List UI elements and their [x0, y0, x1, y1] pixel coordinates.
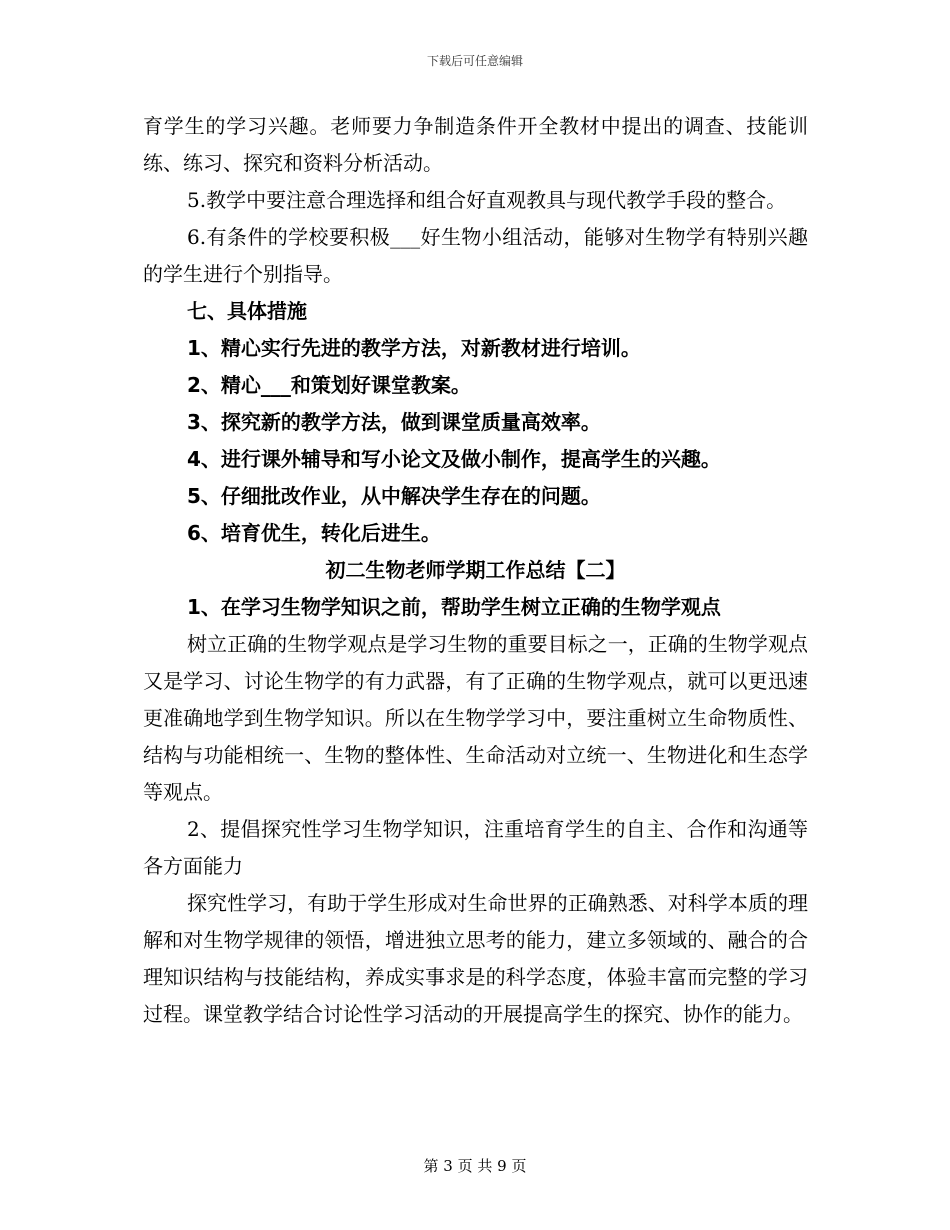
document-body [143, 108, 808, 1033]
paragraph-inquiry: 探究性学习，有助于学生形成对生命世界的正确熟悉、对科学本质的理解和对生物学规律的领悟，增进独立思考的能力，建立多领域的、融合的合理知识结构与技能结构，养成实事求是的科学态度，体验丰富而完整的学习过程。课堂教学结合讨论性学习活动的开展提高学生的探究、协作的能力。 [143, 891, 808, 1026]
section-title-part-two: 初二生物老师学期工作总结【二】 [325, 558, 626, 582]
page-number: 第 3 页 共 9 页 [423, 1157, 527, 1175]
measure-item-4: 4、进行课外辅导和写小论文及做小制作，提高学生的兴趣。 [187, 447, 721, 471]
paragraph-viewpoint: 树立正确的生物学观点是学习生物的重要目标之一，正确的生物学观点又是学习、讨论生物学的有力武器，有了正确的生物学观点，就可以更迅速更准确地学到生物学知识。所以在生物学学习中，要注重树立生命物质性、结构与功能相统一、生物的整体性、生命活动对立统一、生物进化和生态学等观点。 [143, 632, 808, 804]
page-header-note: 下载后可任意编辑 [426, 54, 523, 68]
paragraph-item-6: 6.有条件的学校要积极___好生物小组活动，能够对生物学有特别兴趣的学生进行个别指导。 [143, 225, 808, 286]
measure-item-5: 5、仔细批改作业，从中解决学生存在的问题。 [187, 484, 601, 508]
subheading-2: 2、提倡探究性学习生物学知识，注重培育学生的自主、合作和沟通等各方面能力 [143, 817, 808, 878]
measure-item-1: 1、精心实行先进的教学方法，对新教材进行培训。 [187, 336, 641, 360]
measure-item-6: 6、培育优生，转化后进生。 [187, 521, 441, 545]
paragraph-continuation: 育学生的学习兴趣。老师要力争制造条件开全教材中提出的调查、技能训练、练习、探究和资料分析活动。 [143, 114, 808, 175]
measure-item-3: 3、探究新的教学方法，做到课堂质量高效率。 [187, 410, 601, 434]
paragraph-item-5: 5.教学中要注意合理选择和组合好直观教具与现代教学手段的整合。 [187, 188, 787, 212]
subheading-1: 1、在学习生物学知识之前，帮助学生树立正确的生物学观点 [187, 595, 721, 619]
measure-item-2: 2、精心___和策划好课堂教案。 [187, 373, 471, 397]
section-heading-measures: 七、具体措施 [187, 299, 307, 323]
